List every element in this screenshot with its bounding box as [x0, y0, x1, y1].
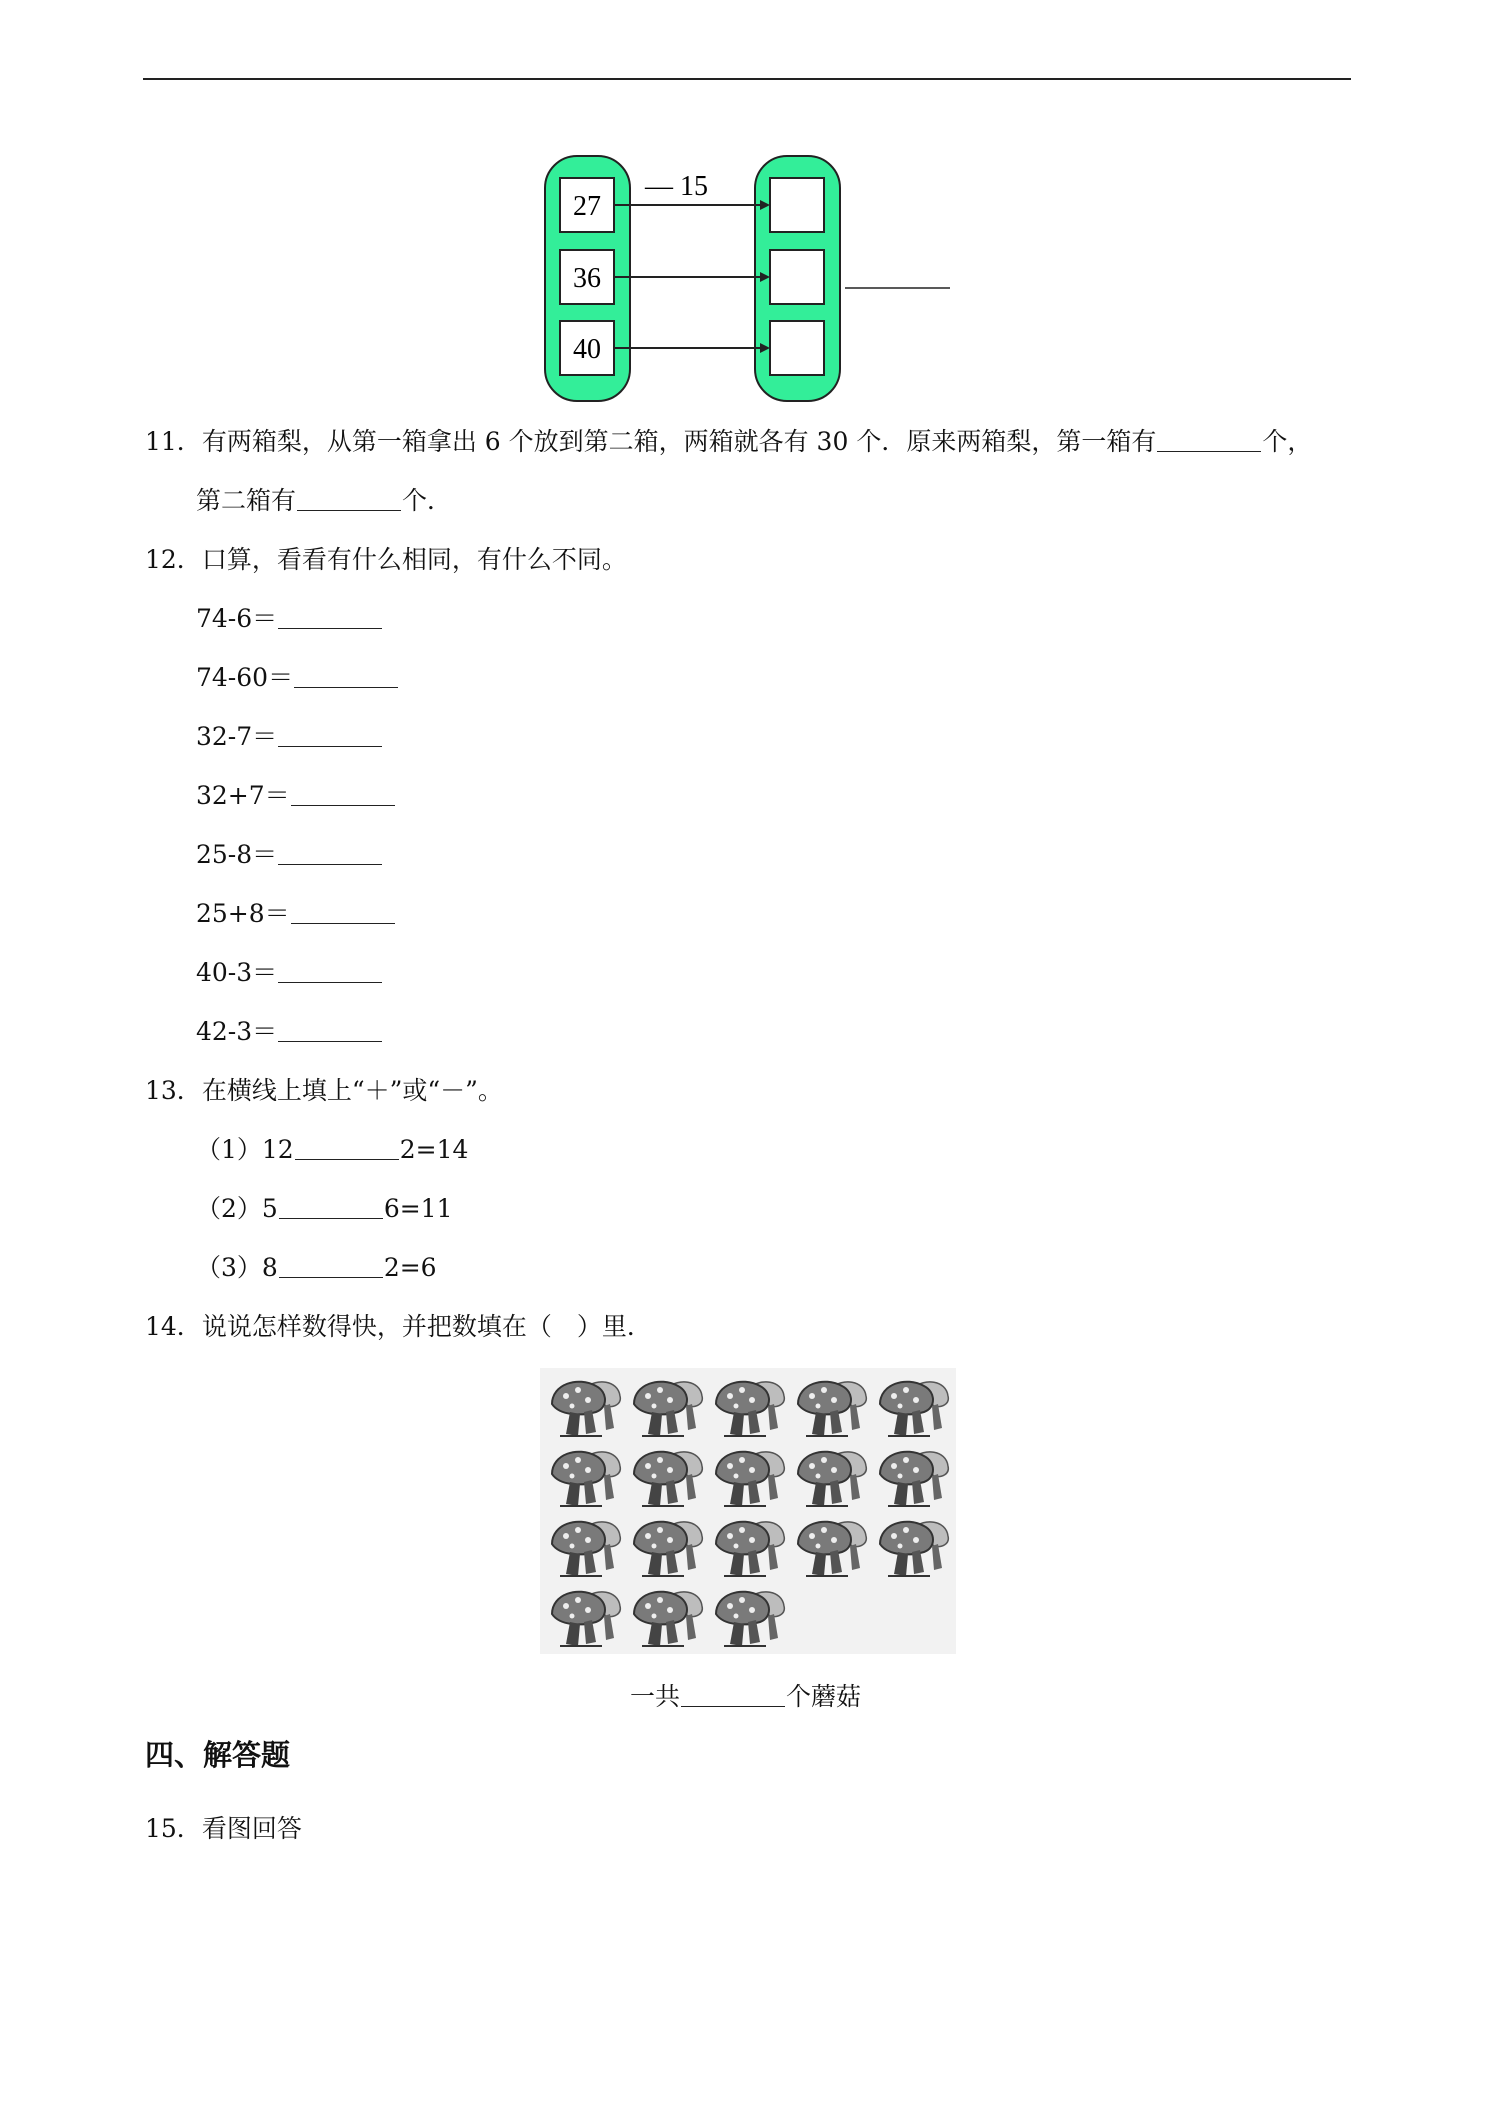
q12-blank-4[interactable] [291, 781, 395, 806]
header-rule [143, 78, 1351, 80]
q13-item-3: （3）8 2=6 [196, 1253, 437, 1282]
q12-item-5: 25-8＝ [196, 838, 383, 872]
q12-item-7: 40-3＝ [196, 956, 383, 990]
q12-item-8: 42-3＝ [196, 1015, 383, 1049]
left-value-2: 36 [573, 263, 601, 294]
q13-blank-3[interactable] [279, 1253, 383, 1278]
q12-item-6: 25+8＝ [196, 897, 396, 931]
q13-item-1: （1）12 2=14 [196, 1135, 469, 1164]
mushroom-10 [880, 1452, 948, 1506]
q13-prompt: 13．在横线上填上“＋”或“－”。 [145, 1076, 503, 1105]
mushroom-9 [798, 1452, 866, 1506]
mushroom-17 [634, 1592, 702, 1646]
section-title: 四、解答题 [145, 1738, 291, 1772]
mushroom-6 [552, 1452, 620, 1506]
mushroom-13 [716, 1522, 784, 1576]
mushroom-11 [552, 1522, 620, 1576]
right-box-2 [770, 250, 824, 304]
q12-blank-7[interactable] [278, 958, 382, 983]
q12-blank-5[interactable] [278, 840, 382, 865]
q13-item-2: （2）5 6=11 [196, 1194, 453, 1223]
mushroom-5 [880, 1382, 948, 1436]
left-value-1: 27 [573, 191, 601, 222]
q12-blank-3[interactable] [278, 722, 382, 747]
mushroom-16 [552, 1592, 620, 1646]
right-box-3 [770, 321, 824, 375]
q11-line2: 第二箱有 个． [196, 486, 453, 515]
mushroom-1 [552, 1382, 620, 1436]
q13-blank-1[interactable] [295, 1135, 399, 1160]
mushroom-picture [540, 1368, 956, 1654]
q12-blank-6[interactable] [291, 899, 395, 924]
mushroom-14 [798, 1522, 866, 1576]
q11-line1: 11．有两箱梨，从第一箱拿出 6 个放到第二箱，两箱就各有 30 个．原来两箱梨，第一箱有 个， [145, 427, 1313, 456]
q12-item-2: 74-60＝ [196, 661, 399, 695]
q12-item-3: 32-7＝ [196, 720, 383, 754]
right-box-1 [770, 178, 824, 232]
q12-item-4: 32+7＝ [196, 779, 396, 813]
q15-prompt: 15．看图回答 [145, 1814, 302, 1843]
q12-item-1: 74-6＝ [196, 602, 383, 636]
mushroom-4 [798, 1382, 866, 1436]
q11-blank-1[interactable] [1157, 427, 1261, 452]
operation-label: — 15 [645, 171, 708, 202]
mushroom-7 [634, 1452, 702, 1506]
subtraction-machine-diagram [540, 150, 960, 410]
q12-prompt: 12．口算，看看有什么相同，有什么不同。 [145, 545, 627, 574]
q12-blank-2[interactable] [294, 663, 398, 688]
left-value-3: 40 [573, 334, 601, 365]
q12-blank-8[interactable] [278, 1017, 382, 1042]
q14-blank[interactable] [681, 1682, 785, 1707]
q13-blank-2[interactable] [279, 1194, 383, 1219]
q12-blank-1[interactable] [278, 604, 382, 629]
mushroom-8 [716, 1452, 784, 1506]
mushroom-18 [716, 1592, 784, 1646]
q11-blank-2[interactable] [297, 486, 401, 511]
mushroom-12 [634, 1522, 702, 1576]
q14-prompt: 14．说说怎样数得快，并把数填在（ ）里． [145, 1312, 652, 1341]
q14-caption: 一共 个蘑菇 [630, 1682, 862, 1711]
mushroom-2 [634, 1382, 702, 1436]
mushroom-3 [716, 1382, 784, 1436]
mushroom-15 [880, 1522, 948, 1576]
